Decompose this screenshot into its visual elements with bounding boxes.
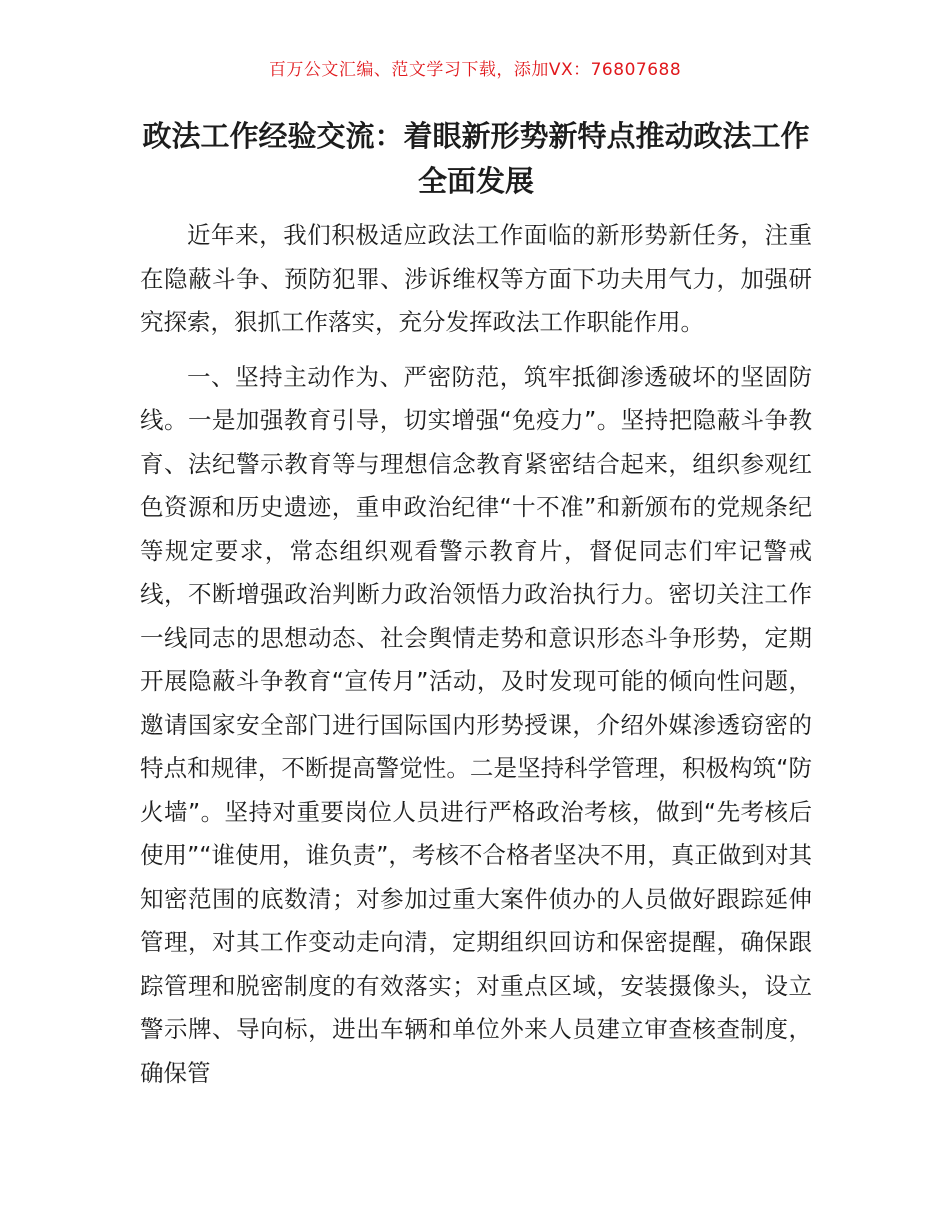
- document-body: [140, 214, 812, 1106]
- paragraph-section-one: 一、坚持主动作为、严密防范，筑牢抵御渗透破坏的坚固防线。一是加强教育引导，切实增强“免疫力”。坚持把隐蔽斗争教育、法纪警示教育等与理想信念教育紧密结合起来，组织参观红色资源和历史遗迹，重申政治纪律“十不准”和新颁布的党规条纪等规定要求，常态组织观看警示教育片，督促同志们牢记警戒线，不断增强政治判断力政治领悟力政治执行力。密切关注工作一线同志的思想动态、社会舆情走势和意识形态斗争形势，定期开展隐蔽斗争教育“宣传月”活动，及时发现可能的倾向性问题，邀请国家安全部门进行国际国内形势授课，介绍外媒渗透窃密的特点和规律，不断提高警觉性。二是坚持科学管理，积极构筑“防火墙”。坚持对重要岗位人员进行严格政治考核，做到“先考核后使用”“谁使用，谁负责”，考核不合格者坚决不用，真正做到对其知密范围的底数清；对参加过重大案件侦办的人员做好跟踪延伸管理，对其工作变动走向清，定期组织回访和保密提醒，确保跟踪管理和脱密制度的有效落实；对重点区域，安装摄像头，设立警示牌、导向标，进出车辆和单位外来人员建立审查核查制度，确保管: [140, 362, 812, 1087]
- download-notice: 百万公文汇编、范文学习下载，添加VX：76807688: [268, 60, 682, 80]
- document-title: 政法工作经验交流：着眼新形势新特点推动政法工作全面发展: [142, 119, 810, 198]
- paragraph-intro: 近年来，我们积极适应政法工作面临的新形势新任务，注重在隐蔽斗争、预防犯罪、涉诉维权等方面下功夫用气力，加强研究探索，狠抓工作落实，充分发挥政法工作职能作用。: [140, 221, 812, 336]
